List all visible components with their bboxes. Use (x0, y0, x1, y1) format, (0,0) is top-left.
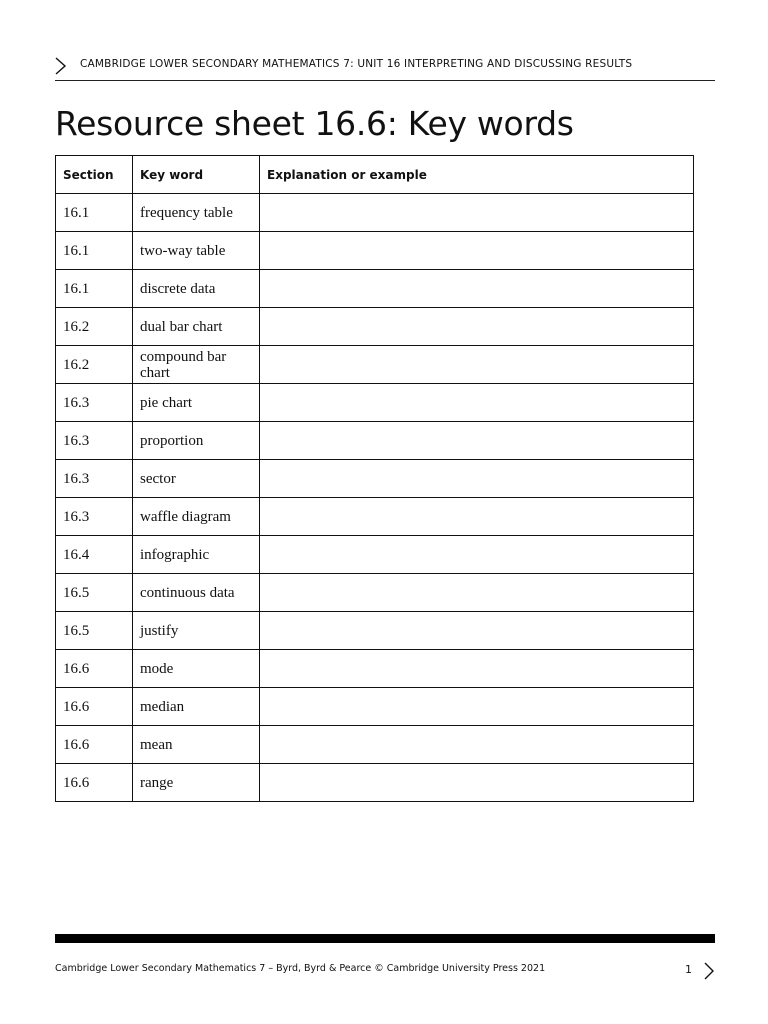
cell-section: 16.6 (56, 764, 133, 802)
cell-explanation[interactable] (260, 270, 694, 308)
table-row (56, 650, 694, 688)
cell-section: 16.2 (56, 346, 133, 384)
cell-section: 16.5 (56, 574, 133, 612)
table-row (56, 764, 694, 802)
cell-section: 16.6 (56, 726, 133, 764)
cell-explanation[interactable] (260, 498, 694, 536)
cell-explanation[interactable] (260, 764, 694, 802)
cell-key-word: discrete data (133, 270, 260, 308)
cell-explanation[interactable] (260, 536, 694, 574)
cell-key-word: proportion (133, 422, 260, 460)
cell-section: 16.5 (56, 612, 133, 650)
column-header-key-word: Key word (133, 156, 260, 194)
footer-bar (55, 934, 715, 943)
cell-section: 16.6 (56, 688, 133, 726)
cell-key-word: waffle diagram (133, 498, 260, 536)
cell-explanation[interactable] (260, 460, 694, 498)
table-row (56, 308, 694, 346)
cell-key-word: dual bar chart (133, 308, 260, 346)
chevron-right-icon[interactable] (703, 961, 715, 981)
cell-key-word: mode (133, 650, 260, 688)
cell-explanation[interactable] (260, 232, 694, 270)
page-number: 1 (685, 963, 692, 976)
cell-explanation[interactable] (260, 422, 694, 460)
running-header: CAMBRIDGE LOWER SECONDARY MATHEMATICS 7: UNIT 16 INTERPRETING AND DISCUSSING RESULTS (80, 58, 633, 70)
header-divider (55, 80, 715, 81)
table-row (56, 346, 694, 384)
cell-section: 16.1 (56, 270, 133, 308)
column-header-section: Section (56, 156, 133, 194)
cell-section: 16.3 (56, 460, 133, 498)
cell-section: 16.3 (56, 384, 133, 422)
cell-section: 16.4 (56, 536, 133, 574)
table-row (56, 498, 694, 536)
cell-explanation[interactable] (260, 384, 694, 422)
cell-section: 16.6 (56, 650, 133, 688)
table-row (56, 422, 694, 460)
table-row (56, 232, 694, 270)
cell-explanation[interactable] (260, 574, 694, 612)
cell-key-word: frequency table (133, 194, 260, 232)
cell-section: 16.3 (56, 422, 133, 460)
table-row (56, 194, 694, 232)
cell-key-word: sector (133, 460, 260, 498)
table-row (56, 460, 694, 498)
cell-key-word: justify (133, 612, 260, 650)
cell-explanation[interactable] (260, 650, 694, 688)
cell-section: 16.2 (56, 308, 133, 346)
footer-citation: Cambridge Lower Secondary Mathematics 7 – Byrd, Byrd & Pearce © Cambridge University Press 2021 (55, 963, 546, 974)
cell-explanation[interactable] (260, 308, 694, 346)
table-row (56, 726, 694, 764)
cell-key-word: infographic (133, 536, 260, 574)
cell-explanation[interactable] (260, 612, 694, 650)
key-words-table (55, 155, 694, 802)
cell-explanation[interactable] (260, 346, 694, 384)
table-row (56, 536, 694, 574)
cell-key-word: pie chart (133, 384, 260, 422)
table-row (56, 688, 694, 726)
cell-section: 16.1 (56, 194, 133, 232)
cell-key-word: range (133, 764, 260, 802)
cell-explanation[interactable] (260, 194, 694, 232)
cell-key-word: compound bar chart (133, 346, 260, 384)
cell-explanation[interactable] (260, 688, 694, 726)
column-header-explanation: Explanation or example (260, 156, 694, 194)
table-header-row (56, 156, 694, 194)
cell-key-word: mean (133, 726, 260, 764)
cell-section: 16.1 (56, 232, 133, 270)
table-body (56, 194, 694, 802)
cell-section: 16.3 (56, 498, 133, 536)
page-title: Resource sheet 16.6: Key words (55, 104, 574, 143)
cell-key-word: two-way table (133, 232, 260, 270)
cell-key-word: median (133, 688, 260, 726)
table-row (56, 384, 694, 422)
cell-explanation[interactable] (260, 726, 694, 764)
chevron-right-icon (54, 56, 68, 76)
table-row (56, 270, 694, 308)
table-row (56, 612, 694, 650)
table-row (56, 574, 694, 612)
cell-key-word: continuous data (133, 574, 260, 612)
